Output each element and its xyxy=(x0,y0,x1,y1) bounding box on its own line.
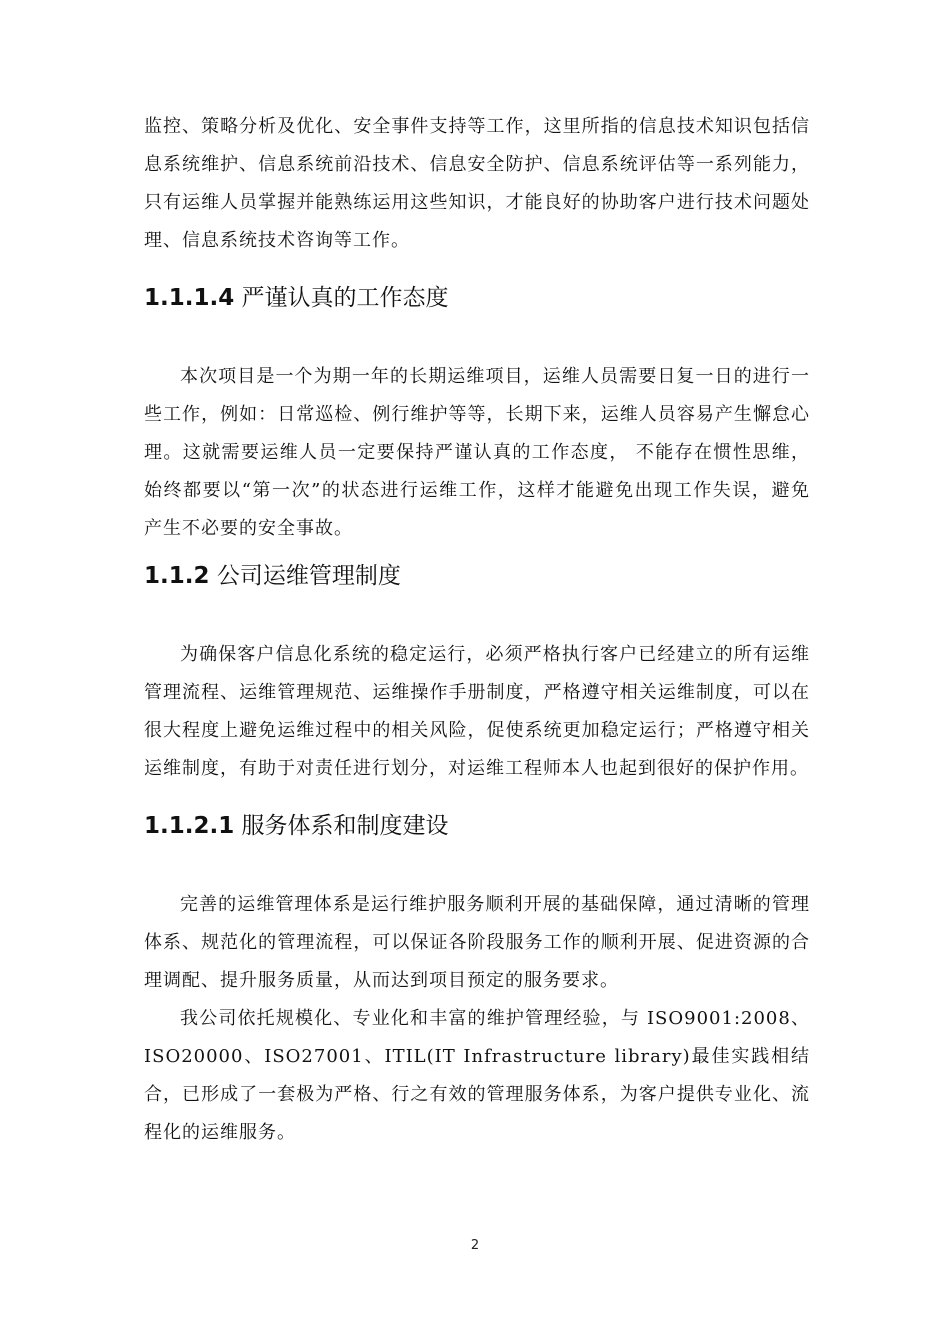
paragraph-management-system: 为确保客户信息化系统的稳定运行，必须严格执行客户已经建立的所有运维管理流程、运维管理规范、运维操作手册制度，严格遵守相关运维制度，可以在很大程度上避免运维过程中的相关风险，促使系统更加稳定运行；严格遵守相关运维制度，有助于对责任进行划分，对运维工程师本人也起到很好的保护作用。 xyxy=(144,644,810,779)
paragraph-service-system-1: 完善的运维管理体系是运行维护服务顺利开展的基础保障，通过清晰的管理体系、规范化的管理流程，可以保证各阶段服务工作的顺利开展、促进资源的合理调配、提升服务质量，从而达到项目预定的服务要求。 xyxy=(144,894,810,991)
paragraph-work-attitude: 本次项目是一个为期一年的长期运维项目，运维人员需要日复一日的进行一些工作，例如：日常巡检、例行维护等等，长期下来，运维人员容易产生懈怠心理。这就需要运维人员一定要保持严谨认真的工作态度， 不能存在惯性思维，始终都要以“第一次”的状态进行运维工作，这样才能避免出现工作失误，避免产生不必要的安全事故。 xyxy=(144,366,810,539)
heading-number: 1.1.2.1 xyxy=(144,813,235,839)
heading-number: 1.1.2 xyxy=(144,563,210,589)
page-content xyxy=(144,108,810,1152)
heading-number: 1.1.1.4 xyxy=(144,285,235,311)
heading-1-1-2-1 xyxy=(144,806,810,846)
heading-1-1-1-4 xyxy=(144,278,810,318)
page-number: 2 xyxy=(470,1238,480,1253)
heading-title: 公司运维管理制度 xyxy=(216,563,401,589)
heading-1-1-2 xyxy=(144,556,810,596)
heading-title: 严谨认真的工作态度 xyxy=(241,285,449,311)
intro-paragraph: 监控、策略分析及优化、安全事件支持等工作，这里所指的信息技术知识包括信息系统维护、信息系统前沿技术、信息安全防护、信息系统评估等一系列能力，只有运维人员掌握并能熟练运用这些知识，才能良好的协助客户进行技术问题处理、信息系统技术咨询等工作。 xyxy=(144,116,810,251)
paragraph-service-system-2: 我公司依托规模化、专业化和丰富的维护管理经验，与 ISO9001:2008、ISO20000、ISO27001、ITIL(IT Infrastructure library)最佳实践相结合，已形成了一套极为严格、行之有效的管理服务体系，为客户提供专业化、流程化的运维服务。 xyxy=(144,1008,810,1143)
heading-title: 服务体系和制度建设 xyxy=(241,813,449,839)
